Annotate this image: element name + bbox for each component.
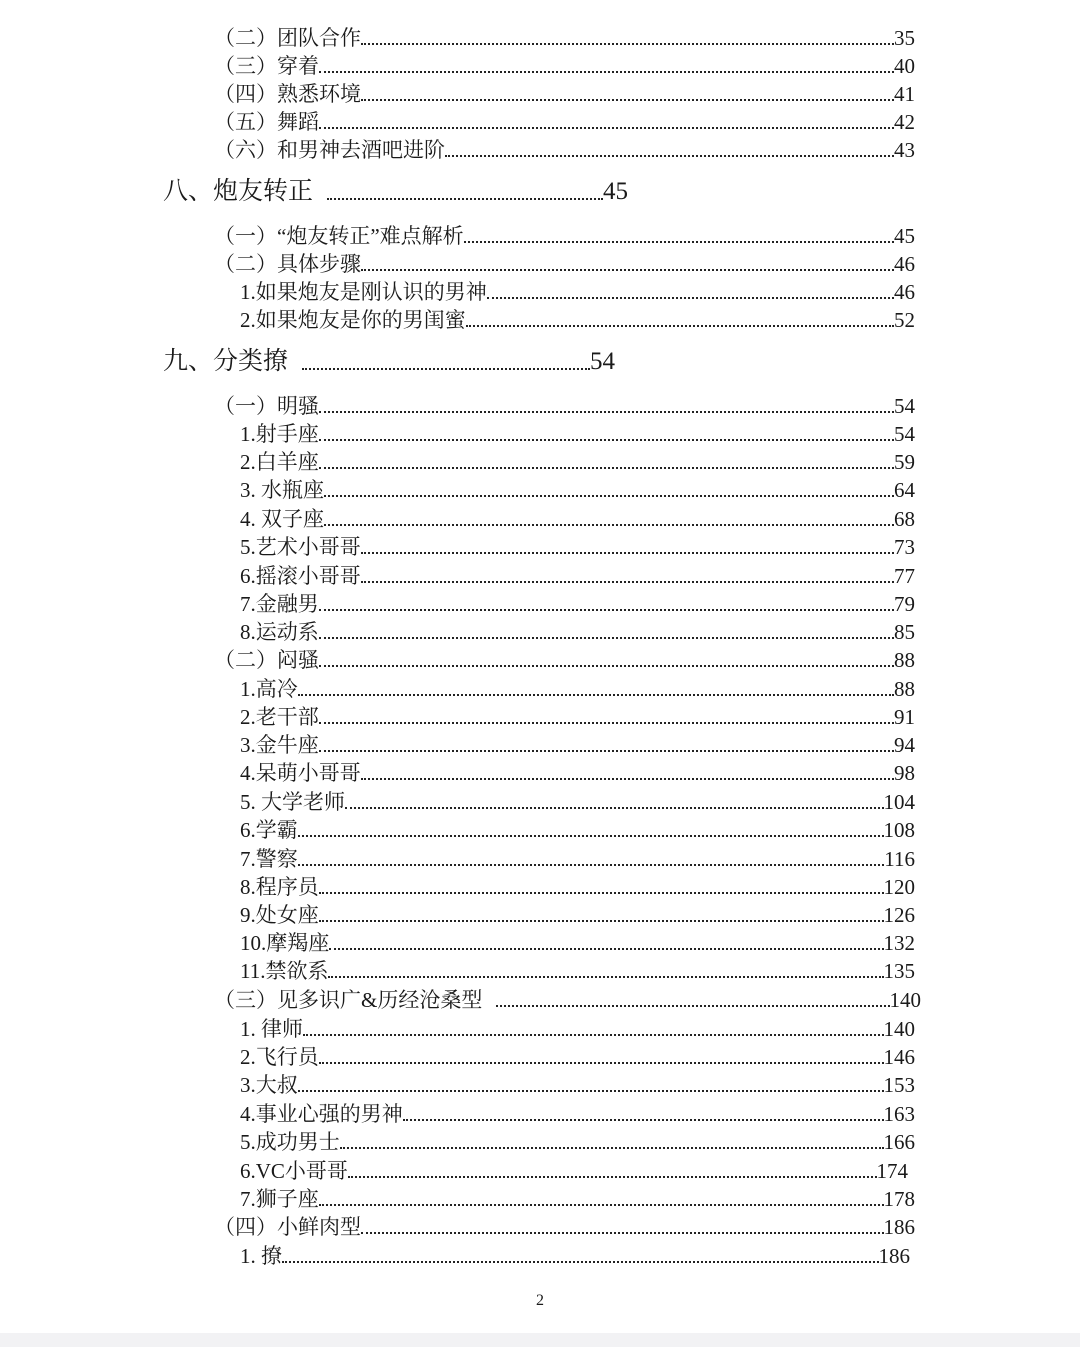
toc-entry-page: 64 — [894, 478, 915, 502]
toc-entry-label: （五）舞蹈 — [214, 110, 319, 134]
toc-entry[interactable] — [240, 675, 915, 703]
toc-entry-page: 41 — [894, 82, 915, 106]
toc-entry-page: 94 — [894, 733, 915, 757]
dot-leader — [345, 807, 884, 809]
toc-entry-page: 108 — [883, 818, 915, 842]
toc-entry[interactable] — [240, 590, 915, 618]
dot-leader — [445, 155, 894, 157]
dot-leader — [319, 439, 894, 441]
toc-entry-label: 1.高冷 — [240, 677, 298, 701]
toc-entry[interactable] — [240, 476, 915, 504]
toc-entry-label: 7.金融男 — [240, 592, 319, 616]
dot-leader — [319, 637, 894, 639]
toc-entry[interactable] — [240, 845, 915, 873]
toc-entry-page: 45 — [894, 224, 915, 248]
toc-entry-label: （二）闷骚 — [214, 648, 319, 672]
toc-entry-label: 1. 撩 — [240, 1244, 282, 1268]
toc-entry[interactable] — [240, 562, 915, 590]
toc-entry-label: 6.学霸 — [240, 818, 298, 842]
page-number: 2 — [536, 1292, 544, 1309]
dot-leader — [464, 241, 894, 243]
dot-leader — [319, 892, 884, 894]
toc-entry-label: 11.禁欲系 — [240, 959, 329, 983]
dot-leader — [361, 552, 894, 554]
toc-entry-page: 126 — [883, 903, 915, 927]
dot-leader — [329, 948, 883, 950]
toc-entry[interactable] — [240, 929, 915, 957]
toc-entry[interactable] — [240, 901, 915, 929]
dot-leader — [319, 1204, 884, 1206]
toc-entry-page: 140 — [883, 1017, 915, 1041]
dot-leader — [298, 1090, 884, 1092]
toc-entry-label: 8.程序员 — [240, 875, 319, 899]
toc-entry[interactable] — [240, 1015, 915, 1043]
toc-entry-label: （四）熟悉环境 — [214, 82, 361, 106]
toc-entry[interactable] — [240, 1043, 915, 1071]
toc-entry-page: 68 — [894, 507, 915, 531]
dot-leader — [324, 495, 894, 497]
dot-leader — [319, 920, 884, 922]
dot-leader — [319, 71, 894, 73]
toc-entry-page: 46 — [894, 252, 915, 276]
toc-entry[interactable] — [240, 505, 915, 533]
toc-entry-label: 5.艺术小哥哥 — [240, 535, 361, 559]
toc-entry-label: 3.金牛座 — [240, 733, 319, 757]
toc-entry[interactable] — [240, 1157, 908, 1185]
toc-entry-label: 1. 律师 — [240, 1017, 303, 1041]
toc-entry-label: 8.运动系 — [240, 620, 319, 644]
toc-entry[interactable] — [214, 80, 915, 108]
toc-entry-page: 132 — [883, 931, 915, 955]
toc-entry-page: 146 — [883, 1045, 915, 1069]
dot-leader — [298, 694, 894, 696]
toc-entry[interactable] — [240, 873, 915, 901]
dot-leader — [319, 665, 894, 667]
toc-entry-page: 135 — [883, 959, 915, 983]
toc-entry[interactable] — [240, 1185, 915, 1213]
toc-entry[interactable] — [240, 618, 915, 646]
toc-entry[interactable] — [240, 1071, 915, 1099]
toc-entry-label: 3.大叔 — [240, 1073, 298, 1097]
toc-entry[interactable] — [240, 816, 915, 844]
dot-leader — [361, 43, 894, 45]
toc-entry-page: 174 — [876, 1159, 908, 1183]
toc-entry-page: 73 — [894, 535, 915, 559]
toc-entry-page: 91 — [894, 705, 915, 729]
dot-leader — [319, 411, 894, 413]
toc-entry[interactable] — [214, 136, 915, 164]
toc-entry-label: 7.警察 — [240, 847, 298, 871]
dot-leader — [466, 325, 894, 327]
dot-leader — [361, 778, 894, 780]
toc-entry-label: 4.呆萌小哥哥 — [240, 761, 361, 785]
toc-entry-page: 166 — [883, 1130, 915, 1154]
dot-leader — [340, 1147, 884, 1149]
toc-entry[interactable] — [240, 306, 915, 334]
toc-entry-page: 88 — [894, 677, 915, 701]
toc-entry[interactable] — [240, 278, 915, 306]
toc-entry[interactable] — [240, 1128, 915, 1156]
toc-entry-label: （四）小鲜肉型 — [214, 1215, 361, 1239]
toc-entry-page: 120 — [883, 875, 915, 899]
dot-leader — [348, 1176, 877, 1178]
dot-leader — [319, 722, 894, 724]
dot-leader — [302, 368, 590, 370]
toc-entry[interactable] — [240, 957, 915, 985]
toc-entry-label: 6.VC小哥哥 — [240, 1159, 348, 1183]
toc-entry-label: 2.飞行员 — [240, 1045, 319, 1069]
toc-entry[interactable] — [214, 392, 915, 420]
dot-leader — [319, 1062, 884, 1064]
dot-leader — [282, 1261, 879, 1263]
toc-entry-label: 5.成功男士 — [240, 1130, 340, 1154]
toc-entry-label: 1.射手座 — [240, 422, 319, 446]
toc-entry-label: 2.老干部 — [240, 705, 319, 729]
toc-entry[interactable] — [240, 1100, 915, 1128]
toc-entry-page: 52 — [894, 308, 915, 332]
toc-entry[interactable] — [240, 420, 915, 448]
toc-entry[interactable] — [214, 24, 915, 52]
dot-leader — [361, 269, 894, 271]
toc-entry[interactable] — [240, 788, 915, 816]
toc-entry[interactable] — [214, 108, 915, 136]
toc-chapter-page: 54 — [590, 348, 615, 375]
toc-entry-page: 54 — [894, 422, 915, 446]
dot-leader — [319, 750, 894, 752]
toc-entry-label: 10.摩羯座 — [240, 931, 330, 955]
dot-leader — [298, 864, 885, 866]
toc-entry[interactable] — [240, 703, 915, 731]
dot-leader — [361, 581, 894, 583]
toc-entry-page: 178 — [883, 1187, 915, 1211]
toc-entry[interactable] — [240, 533, 915, 561]
toc-entry-label: 3. 水瓶座 — [240, 478, 324, 502]
dot-leader — [327, 198, 603, 200]
toc-entry-label: 5. 大学老师 — [240, 790, 345, 814]
toc-entry-page: 116 — [884, 847, 915, 871]
toc-chapter-entry[interactable] — [163, 176, 628, 208]
dot-leader — [403, 1119, 884, 1121]
toc-entry[interactable] — [240, 731, 915, 759]
dot-leader — [303, 1034, 884, 1036]
dot-leader — [487, 297, 894, 299]
toc-chapter-label: 九、分类撩 — [163, 348, 289, 375]
toc-entry-page: 42 — [894, 110, 915, 134]
toc-chapter-label: 八、炮友转正 — [163, 178, 314, 205]
dot-leader — [328, 976, 883, 978]
toc-entry[interactable] — [240, 759, 915, 787]
toc-entry-label: 7.狮子座 — [240, 1187, 319, 1211]
toc-entry-page: 59 — [894, 450, 915, 474]
toc-entry-label: 1.如果炮友是刚认识的男神 — [240, 280, 487, 304]
toc-entry-label: 6.摇滚小哥哥 — [240, 564, 361, 588]
toc-entry[interactable] — [240, 1242, 910, 1270]
toc-entry-label: （二）具体步骤 — [214, 252, 361, 276]
toc-entry-page: 104 — [883, 790, 915, 814]
toc-entry-page: 186 — [883, 1215, 915, 1239]
toc-entry[interactable] — [214, 1213, 915, 1241]
toc-entry-label: （三）见多识广&历经沧桑型 — [214, 988, 483, 1012]
dot-leader — [298, 835, 884, 837]
toc-entry[interactable] — [214, 52, 915, 80]
toc-entry[interactable] — [214, 222, 915, 250]
toc-entry[interactable] — [214, 986, 921, 1014]
toc-entry-page: 54 — [894, 394, 915, 418]
toc-entry-label: （三）穿着 — [214, 54, 319, 78]
toc-entry-label: 2.如果炮友是你的男闺蜜 — [240, 308, 466, 332]
dot-leader — [361, 1232, 884, 1234]
toc-entry-label: （二）团队合作 — [214, 26, 361, 50]
toc-entry-page: 79 — [894, 592, 915, 616]
toc-entry[interactable] — [214, 646, 915, 674]
toc-entry-page: 43 — [894, 138, 915, 162]
toc-entry-label: 2.白羊座 — [240, 450, 319, 474]
toc-entry-page: 85 — [894, 620, 915, 644]
toc-entry-label: 4.事业心强的男神 — [240, 1102, 403, 1126]
dot-leader — [496, 1005, 889, 1007]
toc-entry-page: 186 — [878, 1244, 910, 1268]
toc-entry[interactable] — [214, 250, 915, 278]
toc-entry-label: （六）和男神去酒吧进阶 — [214, 138, 445, 162]
toc-entry-page: 98 — [894, 761, 915, 785]
dot-leader — [361, 99, 894, 101]
dot-leader — [319, 127, 894, 129]
toc-entry-label: 4. 双子座 — [240, 507, 324, 531]
toc-entry-page: 163 — [883, 1102, 915, 1126]
toc-entry-label: 9.处女座 — [240, 903, 319, 927]
toc-entry-label: （一）“炮友转正”难点解析 — [214, 224, 464, 248]
toc-entry[interactable] — [240, 448, 915, 476]
toc-entry-page: 77 — [894, 564, 915, 588]
dot-leader — [324, 524, 894, 526]
toc-entry-page: 35 — [894, 26, 915, 50]
toc-entry-page: 140 — [889, 988, 921, 1012]
toc-entry-label: （一）明骚 — [214, 394, 319, 418]
dot-leader — [319, 609, 894, 611]
toc-entry-page: 40 — [894, 54, 915, 78]
toc-entry-page: 88 — [894, 648, 915, 672]
toc-chapter-page: 45 — [603, 178, 628, 205]
toc-entry-page: 153 — [883, 1073, 915, 1097]
dot-leader — [319, 467, 894, 469]
toc-entry-page: 46 — [894, 280, 915, 304]
toc-chapter-entry[interactable] — [163, 346, 615, 378]
